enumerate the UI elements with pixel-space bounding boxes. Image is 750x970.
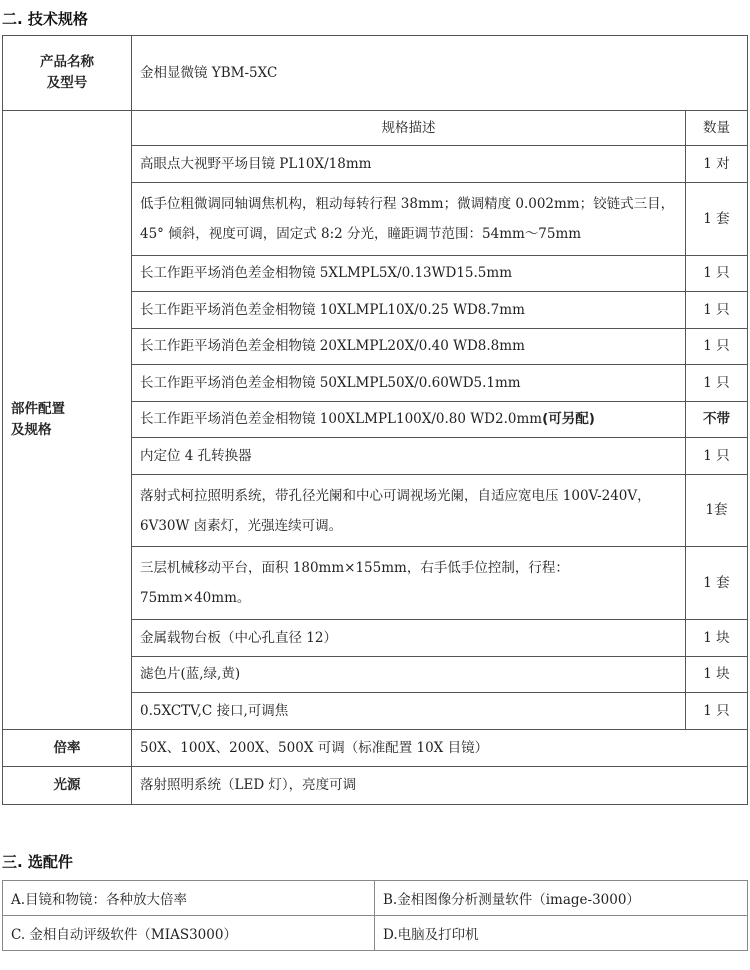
config-header-qty: 数量 — [686, 111, 748, 146]
row-desc: 长工作距平场消色差金相物镜 20XLMPL20X/0.40 WD8.8mm — [132, 329, 686, 365]
config-header-desc: 规格描述 — [132, 111, 686, 146]
specification-table — [2, 35, 748, 805]
row-qty: 1 只 — [686, 256, 748, 292]
light-source-row — [3, 767, 748, 805]
config-label-line2: 及规格 — [11, 422, 52, 438]
row-desc: 长工作距平场消色差金相物镜 5XLMPL5X/0.13WD15.5mm — [132, 256, 686, 292]
row-qty: 1 块 — [686, 657, 748, 693]
row-desc: 长工作距平场消色差金相物镜 10XLMPL10X/0.25 WD8.7mm — [132, 292, 686, 329]
row-qty: 不带 — [686, 402, 748, 438]
magnification-label: 倍率 — [3, 730, 132, 767]
row-qty: 1 只 — [686, 693, 748, 730]
row-qty: 1 只 — [686, 292, 748, 329]
row-qty: 1套 — [686, 475, 748, 547]
row-desc-text: 长工作距平场消色差金相物镜 100XLMPL100X/0.80 WD2.0mm — [140, 411, 543, 427]
row-desc — [132, 402, 686, 438]
row-desc: 低手位粗微调同轴调焦机构，粗动每转行程 38mm；微调精度 0.002mm；铰链式三目，45° 倾斜，视度可调，固定式 8:2 分光，瞳距调节范围：54mm～75mm — [132, 183, 686, 256]
config-header-row — [3, 111, 748, 146]
row-qty: 1 套 — [686, 547, 748, 620]
options-row — [3, 916, 748, 951]
row-qty: 1 只 — [686, 438, 748, 475]
row-desc: 三层机械移动平台，面积 180mm×155mm，右手低手位控制，行程：75mm×40mm。 — [132, 547, 686, 620]
row-desc: 高眼点大视野平场目镜 PL10X/18mm — [132, 146, 686, 183]
row-desc-note: (可另配) — [542, 411, 595, 427]
row-desc: 金属载物台板（中心孔直径 12） — [132, 620, 686, 657]
row-desc: 长工作距平场消色差金相物镜 50XLMPL50X/0.60WD5.1mm — [132, 365, 686, 402]
option-b: B.金相图像分析测量软件（image-3000） — [375, 881, 748, 916]
row-qty: 1 块 — [686, 620, 748, 657]
row-desc: 0.5XCTV,C 接口,可调焦 — [132, 693, 686, 730]
product-label-line1: 产品名称 — [40, 54, 94, 70]
section-title-options: 三. 选配件 — [2, 853, 73, 871]
config-label — [3, 111, 132, 730]
magnification-row — [3, 730, 748, 767]
row-desc: 内定位 4 孔转换器 — [132, 438, 686, 475]
row-qty: 1 只 — [686, 329, 748, 365]
option-a: A.目镜和物镜：各种放大倍率 — [3, 881, 375, 916]
row-desc: 滤色片(蓝,绿,黄) — [132, 657, 686, 693]
options-table — [2, 880, 748, 951]
config-label-line1: 部件配置 — [11, 401, 65, 417]
row-qty: 1 套 — [686, 183, 748, 256]
row-desc: 落射式柯拉照明系统，带孔径光阑和中心可调视场光阑，自适应宽电压 100V-240V，6V30W 卤素灯，光强连续可调。 — [132, 475, 686, 547]
product-row — [3, 36, 748, 111]
section-title-specs: 二. 技术规格 — [2, 10, 88, 28]
light-source-value: 落射照明系统（LED 灯），亮度可调 — [132, 767, 748, 805]
row-qty: 1 只 — [686, 365, 748, 402]
light-source-label: 光源 — [3, 767, 132, 805]
option-c: C. 金相自动评级软件（MIAS3000） — [3, 916, 375, 951]
magnification-value: 50X、100X、200X、500X 可调（标准配置 10X 目镜） — [132, 730, 748, 767]
product-value: 金相显微镜 YBM-5XC — [132, 36, 748, 111]
product-label-line2: 及型号 — [46, 75, 88, 91]
row-qty: 1 对 — [686, 146, 748, 183]
options-row — [3, 881, 748, 916]
product-label — [3, 36, 132, 111]
option-d: D.电脑及打印机 — [375, 916, 748, 951]
